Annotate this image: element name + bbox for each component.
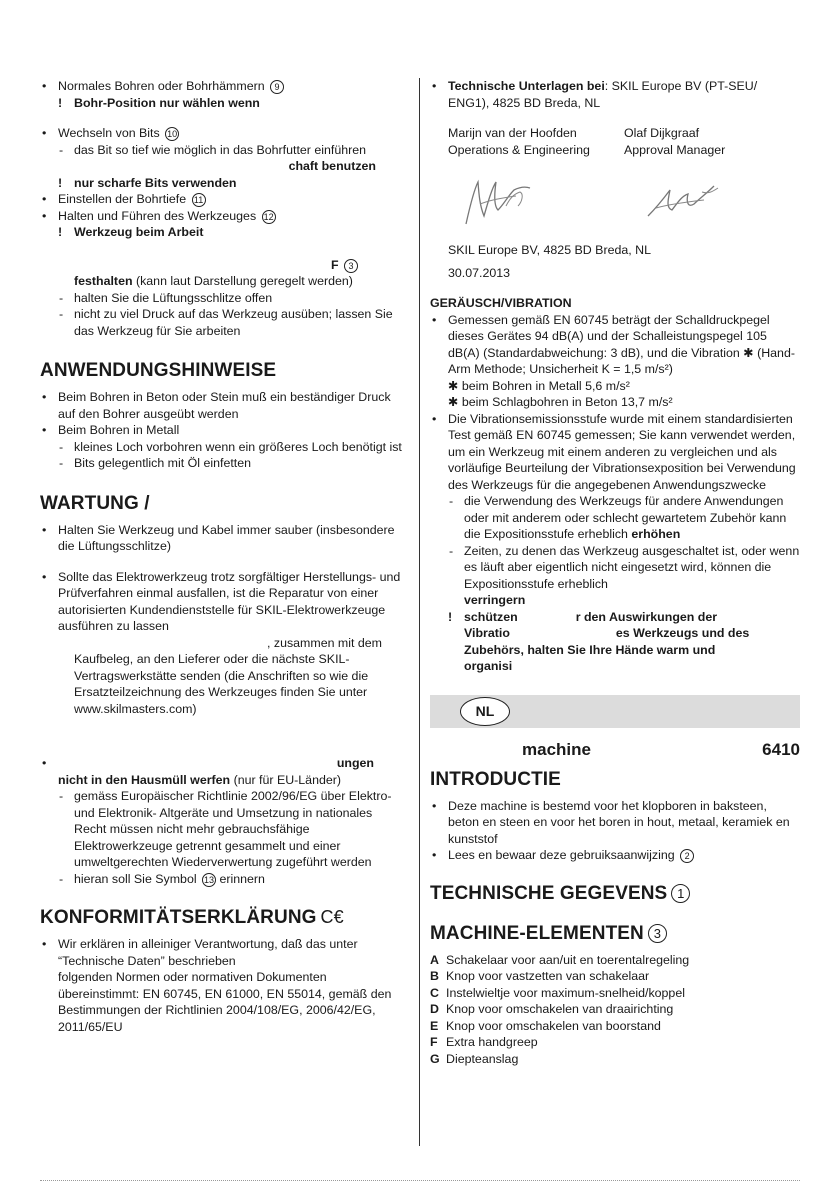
warning-hold-tool: ! Werkzeug beim Arbeit xyxy=(40,224,402,241)
bullet-declaration: • Wir erklären in alleiniger Verantwortung, daß das unter “Technische Daten” beschrieben xyxy=(40,936,402,969)
warning-hold-tool-cont: festhalten (kann laut Darstellung geregelt werden) xyxy=(74,274,353,288)
signatory-1-role: Operations & Engineering xyxy=(448,142,590,157)
bullet-concrete: • Beim Bohren in Beton oder Stein muß ein beständiger Druck auf den Bohrer ausgeübt werden xyxy=(40,389,402,422)
bullet-depth: • Einstellen der Bohrtiefe 11 xyxy=(40,191,402,208)
dash-oil: - Bits gelegentlich mit Öl einfetten xyxy=(40,455,402,472)
bullet-changing-bits: • Wechseln von Bits 10 xyxy=(40,125,402,142)
signatory-2-role: Approval Manager xyxy=(624,142,726,157)
language-band xyxy=(430,695,800,728)
language-badge-nl: NL xyxy=(460,697,510,726)
vibration-metal: ✱ beim Bohren in Metall 5,6 m/s² xyxy=(448,378,630,393)
heading-wartung: WARTUNG / xyxy=(40,492,150,514)
dash-pressure: - nicht zu viel Druck auf das Werkzeug ausüben; lassen Sie das Werkzeug für Sie arbeiten xyxy=(40,306,402,339)
parts-list xyxy=(430,952,800,1068)
warning-sharp-bits: ! nur scharfe Bits verwenden xyxy=(40,175,402,192)
figure-ref: 3 xyxy=(648,924,667,943)
signature-2-icon xyxy=(642,182,722,222)
heading-technische-gegevens: TECHNISCHE GEGEVENS 1 xyxy=(430,882,800,906)
list-item: A Schakelaar voor aan/uit en toerentalregeling xyxy=(430,952,690,967)
bullet-emission: • Die Vibrationsemissionsstufe wurde mit einem standardisierten Test gemäß EN 60745 gemessen; Sie kann verwendet werden, um ein Werkzeug mit einem anderen zu vergleichen und als vorläufige Beurteilung der Vibrationsexposition bei Verwendung des Werkzeugs für die angegebenen Anwendungszwecke xyxy=(430,411,800,494)
warning-drill-position: ! Bohr-Position nur wählen wenn xyxy=(40,95,402,112)
bullet-measured: • Gemessen gemäß EN 60745 beträgt der Schalldruckpegel dieses Gerätes 94 dB(A) und der Schalleistungspegel 105 dB(A) (Standardabweichung: 3 dB), und die Vibration ✱ (Hand-Arm Methode; Unsicherheit K = 1,5 m/s²) xyxy=(430,312,800,378)
warning-hold-tool-f: F 3 xyxy=(40,257,402,274)
list-item: G Diepteanslag xyxy=(430,1051,519,1066)
figure-ref: 9 xyxy=(270,80,284,94)
heading-machine-elementen: MACHINE-ELEMENTEN 3 xyxy=(430,922,800,946)
disposal-cont: nicht in den Hausmüll werfen (nur für EU-Länder) xyxy=(58,772,341,787)
dash-predrill: - kleines Loch vorbohren wenn ein größeres Loch benötigt ist xyxy=(40,439,402,456)
column-divider xyxy=(419,78,420,1146)
bullet-holding: • Halten und Führen des Werkzeuges 12 xyxy=(40,208,402,225)
warning-protect-2: Vibratio es Werkzeugs und des xyxy=(464,626,750,640)
warning-protect-4: organisi xyxy=(464,659,513,673)
company-address: SKIL Europe BV, 4825 BD Breda, NL xyxy=(448,243,651,257)
list-item: C Instelwieltje voor maximum-snelheid/koppel xyxy=(430,985,685,1000)
dash-vents: - halten Sie die Lüftungsschlitze offen xyxy=(40,290,402,307)
list-item: F Extra handgreep xyxy=(430,1035,538,1049)
signature-1-icon xyxy=(460,176,540,228)
declaration-cont: folgenden Normen oder normativen Dokumenten übereinstimmt: EN 60745, EN 61000, EN 55014, gemäß den Bestimmungen der Richtlinien 2004/108/EG, 2006/42/EG, 2011/65/EU xyxy=(58,970,392,1034)
model-number: 6410 xyxy=(762,739,800,759)
dash-decrease: - Zeiten, zu denen das Werkzeug ausgeschaltet ist, oder wenn es läuft aber eigentlich nicht eingesetzt wird, können die Expositionsstufe erheblich verringern xyxy=(430,543,800,609)
warning-protect: ! schützen r den Auswirkungen der xyxy=(430,609,800,626)
bullet-clean: • Halten Sie Werkzeug und Kabel immer sauber (insbesondere die Lüftungsschlitze) xyxy=(40,522,402,555)
figure-ref: 13 xyxy=(204,874,215,885)
list-item: B Knop voor vastzetten van schakelaar xyxy=(430,969,650,983)
signatories xyxy=(430,125,800,158)
dash-symbol: - hieran soll Sie Symbol 13 erinnern xyxy=(40,871,402,888)
signatory-1-name: Marijn van der Hoofden xyxy=(448,126,577,140)
dash-insert-bit: - das Bit so tief wie möglich in das Bohrfutter einführen xyxy=(40,142,402,159)
figure-ref: 3 xyxy=(344,259,358,273)
heading-anwendungshinweise: ANWENDUNGSHINWEISE xyxy=(40,360,277,381)
left-column xyxy=(40,78,402,1035)
figure-ref: 1 xyxy=(671,884,690,903)
figure-ref: 12 xyxy=(263,211,274,222)
machine-title: machine 6410 xyxy=(522,739,800,759)
dash-insert-bit-cont: chaft benutzen xyxy=(288,159,376,173)
figure-ref: 10 xyxy=(167,129,178,139)
dash-eu-directive: - gemäss Europäischer Richtlinie 2002/96/EG über Elektro- und Elektronik- Altgeräte und Umsetzung in nationales Recht müssen nicht mehr gebrauchsfähige Elektrowerkzeuge getrennt gesammelt und einer umweltgerechten Wiederverwertung zugeführt werden xyxy=(40,788,402,871)
list-item: D Knop voor omschakelen van draairichting xyxy=(430,1002,674,1016)
repair-cont1: , zusammen mit dem xyxy=(267,635,382,650)
bullet-disposal: • ungen xyxy=(40,755,402,772)
ce-mark-icon: C€ xyxy=(320,907,344,927)
bullet-repair: • Sollte das Elektrowerkzeug trotz sorgfältiger Herstellungs- und Prüfverfahren einmal ausfallen, ist die Reparatur von einer autorisierten Kundendienststelle für SKIL-Elektrowerkzeuge ausführen zu lassen xyxy=(40,569,402,635)
warning-protect-3: Zubehörs, halten Sie Ihre Hände warm und xyxy=(464,642,716,657)
figure-ref: 11 xyxy=(192,193,206,207)
signatory-2-name: Olaf Dijkgraaf xyxy=(624,126,700,140)
heading-konformitaet: KONFORMITÄTSERKLÄRUNG C€ xyxy=(40,907,344,928)
figure-ref: 2 xyxy=(680,849,694,863)
repair-cont2: Kaufbeleg, an den Lieferer oder die nächste SKIL-Vertragswerkstätte senden (die Anschriften so wie die Ersatzteilzeichnung des Werkzeuges finden Sie unter www.skilmasters.com) xyxy=(74,652,369,716)
bullet-normal-drilling: • Normales Bohren oder Bohrhämmern 9 xyxy=(40,78,402,95)
bullet-technical-docs: • Technische Unterlagen bei: SKIL Europe BV (PT-SEU/ ENG1), 4825 BD Breda, NL xyxy=(430,78,800,111)
bullet-read-manual: • Lees en bewaar deze gebruiksaanwijzing 2 xyxy=(430,847,800,864)
right-column xyxy=(430,78,800,1067)
bullet-metal: • Beim Bohren in Metall xyxy=(40,422,402,439)
list-item: E Knop voor omschakelen van boorstand xyxy=(430,1018,661,1033)
vibration-concrete: ✱ beim Schlagbohren in Beton 13,7 m/s² xyxy=(448,395,673,409)
bottom-rule xyxy=(40,1180,800,1181)
signatures xyxy=(430,174,800,234)
heading-geraeusch: GERÄUSCH/VIBRATION xyxy=(430,296,572,310)
heading-introductie: INTRODUCTIE xyxy=(430,768,561,790)
declaration-date: 30.07.2013 xyxy=(448,265,511,280)
bullet-intended-use: • Deze machine is bestemd voor het klopboren in baksteen, beton en steen en voor het boren in hout, metaal, keramiek en kunststof xyxy=(430,798,800,848)
dash-increase: - die Verwendung des Werkzeugs für andere Anwendungen oder mit anderem oder schlecht gewartetem Zubehör kann die Expositionsstufe erheblich erhöhen xyxy=(430,493,800,543)
